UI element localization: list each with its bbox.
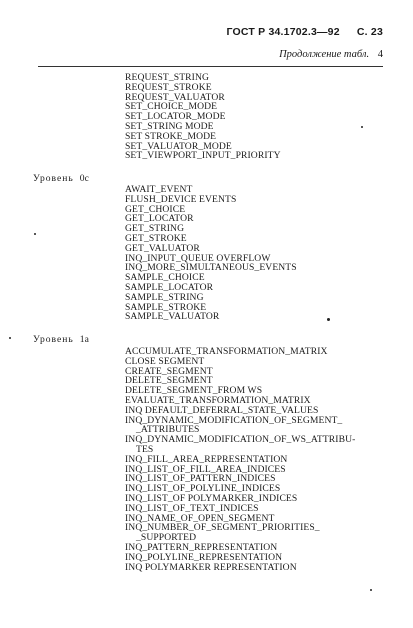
table-continuation-label (279, 49, 383, 60)
list-item: SAMPLE_CHOICE (125, 272, 205, 284)
list-item: INQ DEFAULT_DEFERRAL_STATE_VALUES (125, 404, 319, 416)
scan-speck (34, 233, 36, 235)
list-item: GET_STRING (125, 223, 185, 235)
list-item: INQ_PATTERN_REPRESENTATION (125, 541, 278, 553)
scan-speck (327, 318, 330, 321)
scan-speck (9, 337, 11, 339)
list-item: REQUEST_VALUATOR (125, 91, 225, 103)
scan-speck (361, 126, 363, 128)
list-item: SET_VIEWPORT_INPUT_PRIORITY (125, 150, 281, 162)
list-item: INQ_LIST_OF POLYMARKER_INDICES (125, 492, 298, 504)
page-header (227, 26, 383, 38)
page-number: С. 23 (356, 26, 383, 38)
level-0c-label (33, 173, 89, 184)
level-word: Уровень (33, 173, 74, 184)
standard-number: ГОСТ Р 34.1702.3—92 (226, 26, 340, 38)
list-item: SAMPLE_STRING (125, 291, 204, 303)
level-word: Уровень (33, 334, 74, 345)
list-item: SET_LOCATOR_MODE (125, 111, 226, 123)
list-item: SAMPLE_LOCATOR (125, 281, 214, 293)
list-item: INQ_DYNAMIC_MODIFICATION_OF_WS_ATTRIBU- (125, 434, 356, 446)
list-item: SET_STRING MODE (125, 120, 214, 132)
list-item-continuation: TES (136, 443, 154, 455)
list-item: GET_CHOICE (125, 203, 186, 215)
list-item: REQUEST_STROKE (125, 81, 212, 93)
list-item: AWAIT_EVENT (125, 184, 193, 195)
list-item: ACCUMULATE_TRANSFORMATION_MATRIX (125, 346, 328, 357)
list-item: GET_VALUATOR (125, 242, 200, 254)
scan-speck (370, 589, 372, 591)
list-item: INQ POLYMARKER REPRESENTATION (125, 561, 297, 573)
list-item: FLUSH_DEVICE EVENTS (125, 193, 237, 205)
list-item: SET_VALUATOR_MODE (125, 140, 232, 152)
list-item: REQUEST_STRING (125, 72, 210, 83)
list-item: INQ_FILL_AREA_REPRESENTATION (125, 453, 288, 465)
list-item: EVALUATE_TRANSFORMATION_MATRIX (125, 394, 311, 406)
list-item: INQ_LIST_OF_PATTERN_INDICES (125, 473, 276, 485)
list-item: INQ_MORE_SIMULTANEOUS_EVENTS (125, 262, 297, 274)
list-item: INQ_NAME_OF_OPEN_SEGMENT (125, 512, 275, 524)
list-item: INQ_NUMBER_OF_SEGMENT_PRIORITIES_ (125, 522, 320, 534)
list-item: SET STROKE_MODE (125, 130, 217, 142)
table-number: 4 (377, 49, 383, 60)
list-item: INQ_LIST_OF_FILL_AREA_INDICES (125, 463, 286, 475)
list-item: SAMPLE_STROKE (125, 301, 207, 313)
list-item: CLOSE SEGMENT (125, 355, 205, 367)
level-number: 0c (79, 173, 89, 184)
list-item: DELETE_SEGMENT_FROM WS (125, 385, 263, 397)
level-1a-function-list (125, 347, 355, 572)
list-item: INQ_DYNAMIC_MODIFICATION_OF_SEGMENT_ (125, 414, 343, 426)
list-item-continuation: _SUPPORTED (136, 532, 197, 544)
list-item: CREATE_SEGMENT (125, 365, 213, 377)
level-1a-label (33, 334, 89, 345)
list-item: GET_LOCATOR (125, 213, 194, 225)
list-item: INQ_INPUT_QUEUE OVERFLOW (125, 252, 271, 264)
list-item: DELETE_SEGMENT (125, 375, 213, 387)
level-number: 1a (79, 334, 89, 345)
function-list-continued (125, 73, 281, 161)
list-item: SET_CHOICE_MODE (125, 101, 218, 113)
continuation-text: Продолжение табл. (279, 49, 370, 60)
list-item: SAMPLE_VALUATOR (125, 311, 220, 323)
list-item: INQ_LIST_OF_POLYLINE_INDICES (125, 483, 281, 495)
list-item: INQ_POLYLINE_REPRESENTATION (125, 551, 283, 563)
header-divider (38, 66, 383, 67)
list-item: INQ_LIST_OF_TEXT_INDICES (125, 502, 259, 514)
level-0c-function-list (125, 185, 297, 322)
list-item: GET_STROKE (125, 232, 187, 244)
list-item-continuation: _ATTRIBUTES (136, 424, 200, 436)
